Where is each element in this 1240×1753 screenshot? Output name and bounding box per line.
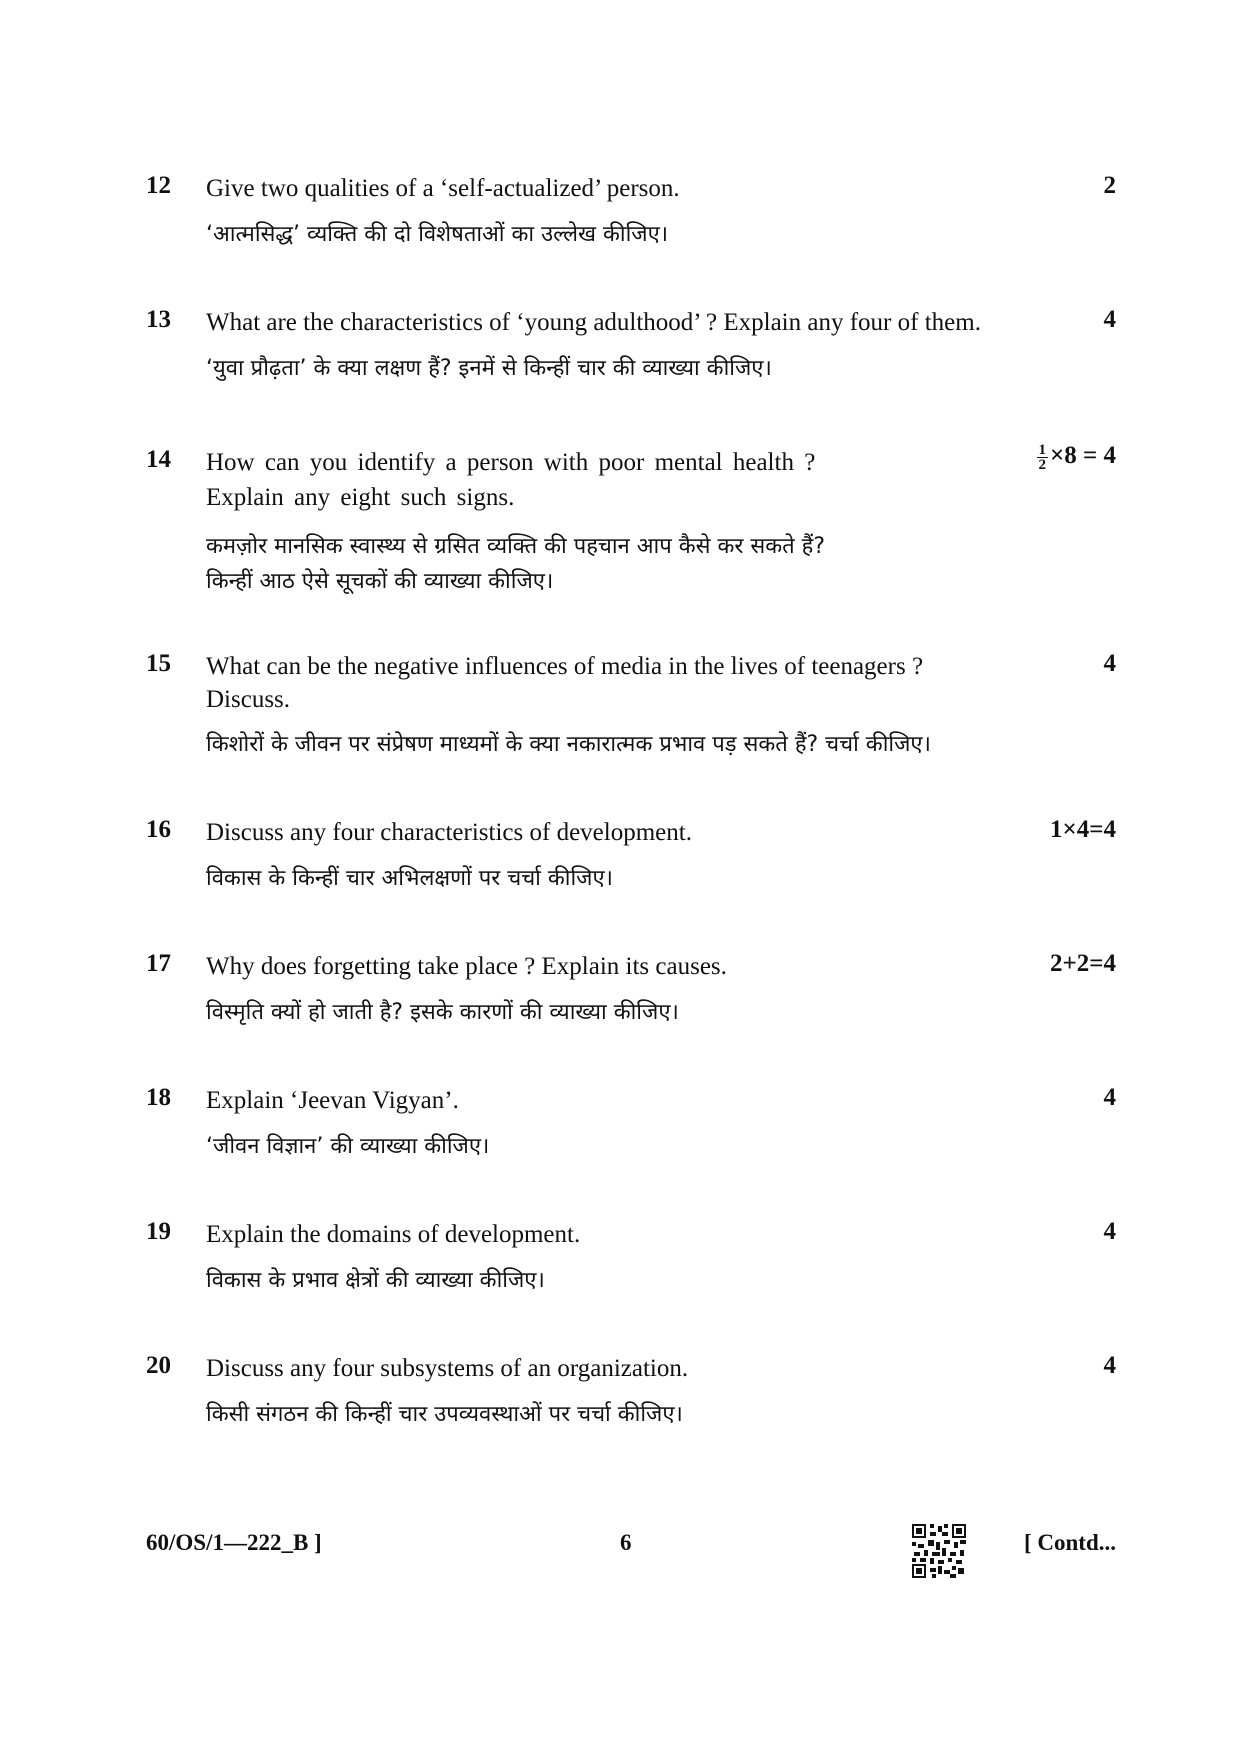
question-text-hi: विस्मृति क्यों हो जाती है? इसके कारणों की व्याख्या कीजिए। <box>206 1000 679 1025</box>
question-text-en: What can be the negative influences of media in the lives of teenagers ? <box>206 653 924 680</box>
question-text-en: What are the characteristics of ‘young adulthood’ ? Explain any four of them. <box>206 309 981 336</box>
question-number: 17 <box>146 950 171 977</box>
fraction-half: $\frac{1}{2}$ <box>1038 441 1046 473</box>
question-marks: 4 <box>1103 650 1116 677</box>
question-text-en: Why does forgetting take place ? Explain its causes. <box>206 953 727 980</box>
question-text-en: How can you identify a person with poor mental health ? <box>206 449 816 476</box>
question-marks: 2+2=4 <box>1050 950 1116 977</box>
question-marks: 4 <box>1103 1218 1116 1245</box>
question-text-en: Explain ‘Jeevan Vigyan’. <box>206 1087 459 1114</box>
question-marks: 4 <box>1103 306 1116 333</box>
question-text-hi: विकास के किन्हीं चार अभिलक्षणों पर चर्चा कीजिए। <box>206 866 613 891</box>
question-text-en: Discuss any four characteristics of development. <box>206 819 692 846</box>
question-text-hi: ‘आत्मसिद्ध’ व्यक्ति की दो विशेषताओं का उल्लेख कीजिए। <box>206 222 669 247</box>
question-number: 16 <box>146 816 171 843</box>
question-text-hi: किन्हीं आठ ऐसे सूचकों की व्याख्या कीजिए। <box>206 569 554 594</box>
qr-code-icon <box>912 1524 966 1578</box>
question-marks: 4 <box>1103 1352 1116 1379</box>
question-number: 20 <box>146 1352 171 1379</box>
page-number: 6 <box>620 1530 632 1555</box>
question-text-hi: ‘जीवन विज्ञान’ की व्याख्या कीजिए। <box>206 1134 490 1159</box>
question-number: 19 <box>146 1218 171 1245</box>
question-number: 13 <box>146 306 171 333</box>
question-text-hi: कमज़ोर मानसिक स्वास्थ्य से ग्रसित व्यक्ति की पहचान आप कैसे कर सकते हैं? <box>206 534 826 559</box>
question-text-en: Discuss. <box>206 686 291 713</box>
question-marks: 1×4=4 <box>1050 816 1116 843</box>
question-marks: 4 <box>1103 1084 1116 1111</box>
continued-label: [ Contd... <box>1023 1530 1116 1555</box>
question-text-hi: किशोरों के जीवन पर संप्रेषण माध्यमों के क्या नकारात्मक प्रभाव पड़ सकते हैं? चर्चा कीजिए। <box>206 732 931 757</box>
question-marks: $\frac{1}{2}$ ×8 = 4 <box>1038 441 1116 473</box>
question-number: 12 <box>146 172 171 199</box>
question-number: 14 <box>146 446 171 473</box>
question-text-en: Give two qualities of a ‘self-actualized’ person. <box>206 175 680 202</box>
question-text-en: Explain the domains of development. <box>206 1221 581 1248</box>
question-marks: 2 <box>1103 172 1116 199</box>
question-text-en: Explain any eight such signs. <box>206 484 515 511</box>
question-text-hi: किसी संगठन की किन्हीं चार उपव्यवस्थाओं पर चर्चा कीजिए। <box>206 1402 683 1427</box>
question-number: 15 <box>146 650 171 677</box>
question-text-hi: विकास के प्रभाव क्षेत्रों की व्याख्या कीजिए। <box>206 1268 545 1293</box>
question-text-en: Discuss any four subsystems of an organization. <box>206 1355 689 1382</box>
question-text-hi: ‘युवा प्रौढ़ता’ के क्या लक्षण हैं? इनमें से किन्हीं चार की व्याख्या कीजिए। <box>206 356 772 381</box>
paper-code: 60/OS/1—222_B ] <box>146 1530 322 1555</box>
question-number: 18 <box>146 1084 171 1111</box>
